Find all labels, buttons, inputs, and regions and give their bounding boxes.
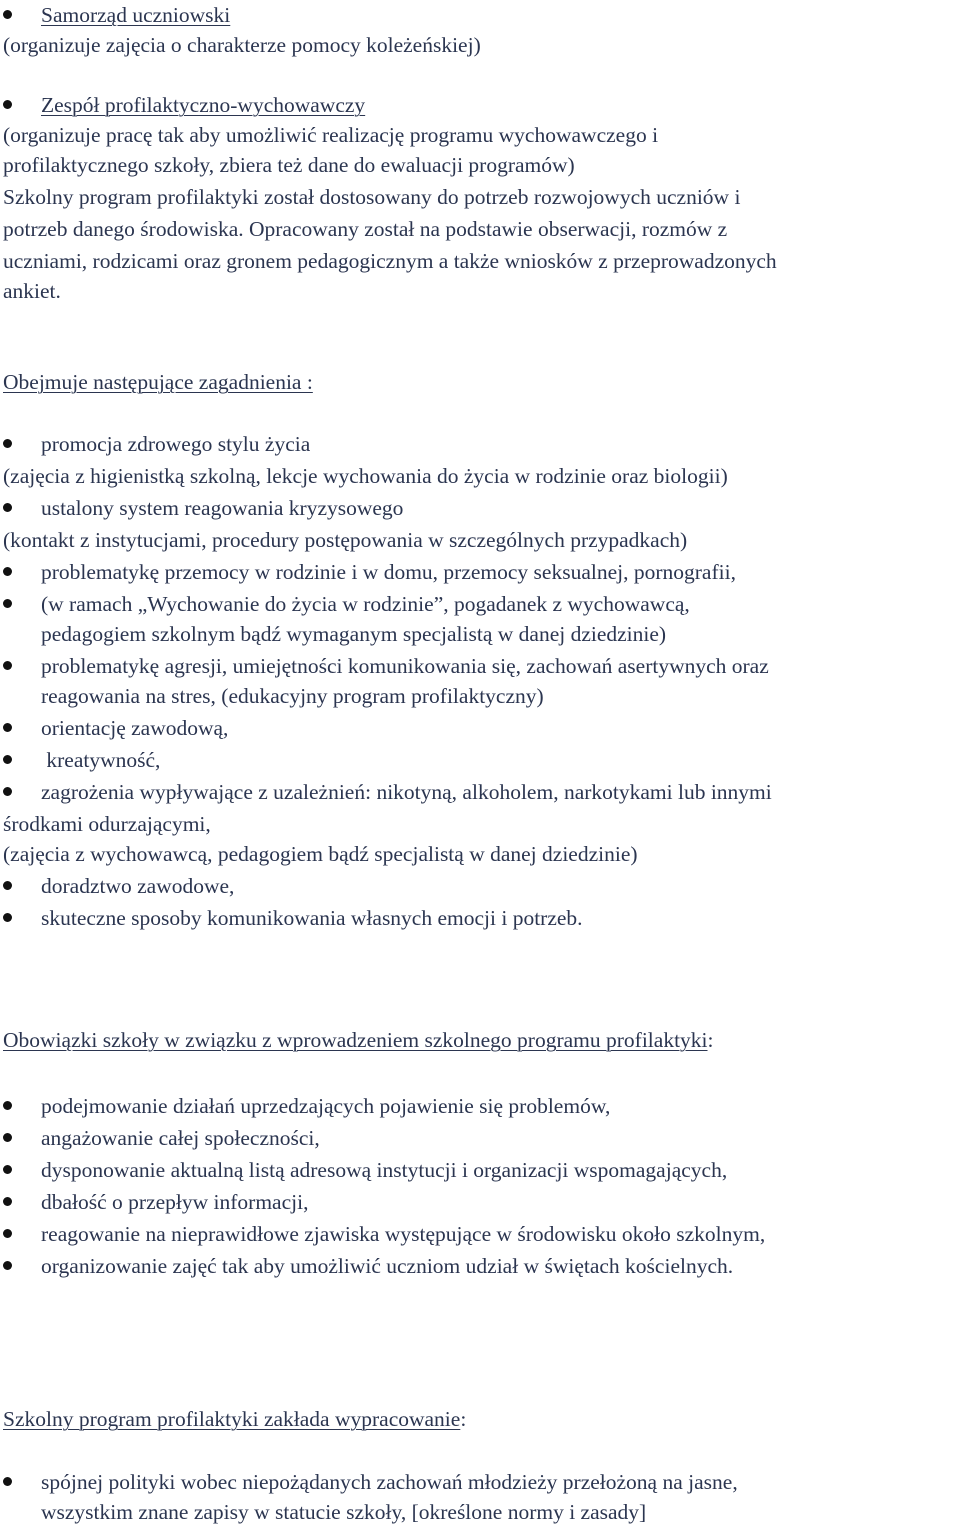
list-item: doradztwo zawodowe, xyxy=(41,874,235,898)
bullet-icon xyxy=(3,439,12,448)
list-item-note: (kontakt z instytucjami, procedury postępowania w szczególnych przypadkach) xyxy=(3,528,688,552)
list-item: wszystkim znane zapisy w statucie szkoły, [określone normy i zasady] xyxy=(41,1500,647,1524)
list-item: problematykę agresji, umiejętności komunikowania się, zachowań asertywnych oraz xyxy=(41,654,769,678)
bullet-icon xyxy=(3,1133,12,1142)
list-item-note: (organizuje pracę tak aby umożliwić realizację programu wychowawczego i xyxy=(3,123,659,147)
section-heading xyxy=(3,1025,714,1055)
list-item: spójnej polityki wobec niepożądanych zachowań młodzieży przełożoną na jasne, xyxy=(41,1470,738,1494)
bullet-icon xyxy=(3,1477,12,1486)
list-item: ustalony system reagowania kryzysowego xyxy=(41,496,404,520)
bullet-icon xyxy=(3,723,12,732)
list-item: zagrożenia wypływające z uzależnień: nikotyną, alkoholem, narkotykami lub innymi xyxy=(41,780,772,804)
list-item-title: Samorząd uczniowski xyxy=(41,3,231,27)
list-item-note: (zajęcia z higienistką szkolną, lekcje wychowania do życia w rodzinie oraz biologii) xyxy=(3,464,728,488)
list-item: dbałość o przepływ informacji, xyxy=(41,1190,309,1214)
list-item-note: profilaktycznego szkoły, zbiera też dane do ewaluacji programów) xyxy=(3,153,575,177)
bullet-icon xyxy=(3,1229,12,1238)
bullet-icon xyxy=(3,1165,12,1174)
bullet-icon xyxy=(3,567,12,576)
section-heading-text: Obowiązki szkoły w związku z wprowadzeniem szkolnego programu profilaktyki xyxy=(3,1028,708,1052)
heading-colon: : xyxy=(460,1407,467,1431)
bullet-icon xyxy=(3,787,12,796)
list-item: angażowanie całej społeczności, xyxy=(41,1126,320,1150)
section-heading: Obejmuje następujące zagadnienia : xyxy=(3,370,313,394)
list-item: (w ramach „Wychowanie do życia w rodzinie”, pogadanek z wychowawcą, xyxy=(41,592,690,616)
list-item: organizowanie zajęć tak aby umożliwić uczniom udział w świętach kościelnych. xyxy=(41,1254,734,1278)
list-item-title: Zespół profilaktyczno-wychowawczy xyxy=(41,93,366,117)
bullet-icon xyxy=(3,755,12,764)
paragraph-line: ankiet. xyxy=(3,279,61,303)
bullet-icon xyxy=(3,913,12,922)
list-item-note: (zajęcia z wychowawcą, pedagogiem bądź specjalistą w danej dziedzinie) xyxy=(3,842,638,866)
paragraph-line: potrzeb danego środowiska. Opracowany został na podstawie obserwacji, rozmów z xyxy=(3,217,728,241)
bullet-icon xyxy=(3,503,12,512)
paragraph-line: uczniami, rodzicami oraz gronem pedagogicznym a także wniosków z przeprowadzonych xyxy=(3,249,777,273)
bullet-icon xyxy=(3,10,12,19)
bullet-icon xyxy=(3,100,12,109)
bullet-icon xyxy=(3,1101,12,1110)
list-item: pedagogiem szkolnym bądź wymaganym specjalistą w danej dziedzinie) xyxy=(41,622,667,646)
paragraph-line: Szkolny program profilaktyki został dostosowany do potrzeb rozwojowych uczniów i xyxy=(3,185,741,209)
bullet-icon xyxy=(3,599,12,608)
bullet-icon xyxy=(3,881,12,890)
list-item: reagowanie na nieprawidłowe zjawiska występujące w środowisku około szkolnym, xyxy=(41,1222,766,1246)
list-item: problematykę przemocy w rodzinie i w domu, przemocy seksualnej, pornografii, xyxy=(41,560,736,584)
list-item: dysponowanie aktualną listą adresową instytucji i organizacji wspomagających, xyxy=(41,1158,728,1182)
section-heading xyxy=(3,1404,466,1434)
bullet-icon xyxy=(3,661,12,670)
bullet-icon xyxy=(3,1261,12,1270)
list-item-continuation: środkami odurzającymi, xyxy=(3,812,211,836)
list-item: reagowania na stres, (edukacyjny program profilaktyczny) xyxy=(41,684,544,708)
section-heading-text: Szkolny program profilaktyki zakłada wypracowanie xyxy=(3,1407,461,1431)
list-item-note: (organizuje zajęcia o charakterze pomocy koleżeńskiej) xyxy=(3,33,481,57)
bullet-icon xyxy=(3,1197,12,1206)
list-item: promocja zdrowego stylu życia xyxy=(41,432,311,456)
list-item: podejmowanie działań uprzedzających pojawienie się problemów, xyxy=(41,1094,611,1118)
heading-colon: : xyxy=(707,1028,714,1052)
list-item: skuteczne sposoby komunikowania własnych emocji i potrzeb. xyxy=(41,906,583,930)
list-item: orientację zawodową, xyxy=(41,716,229,740)
list-item: kreatywność, xyxy=(41,748,161,772)
